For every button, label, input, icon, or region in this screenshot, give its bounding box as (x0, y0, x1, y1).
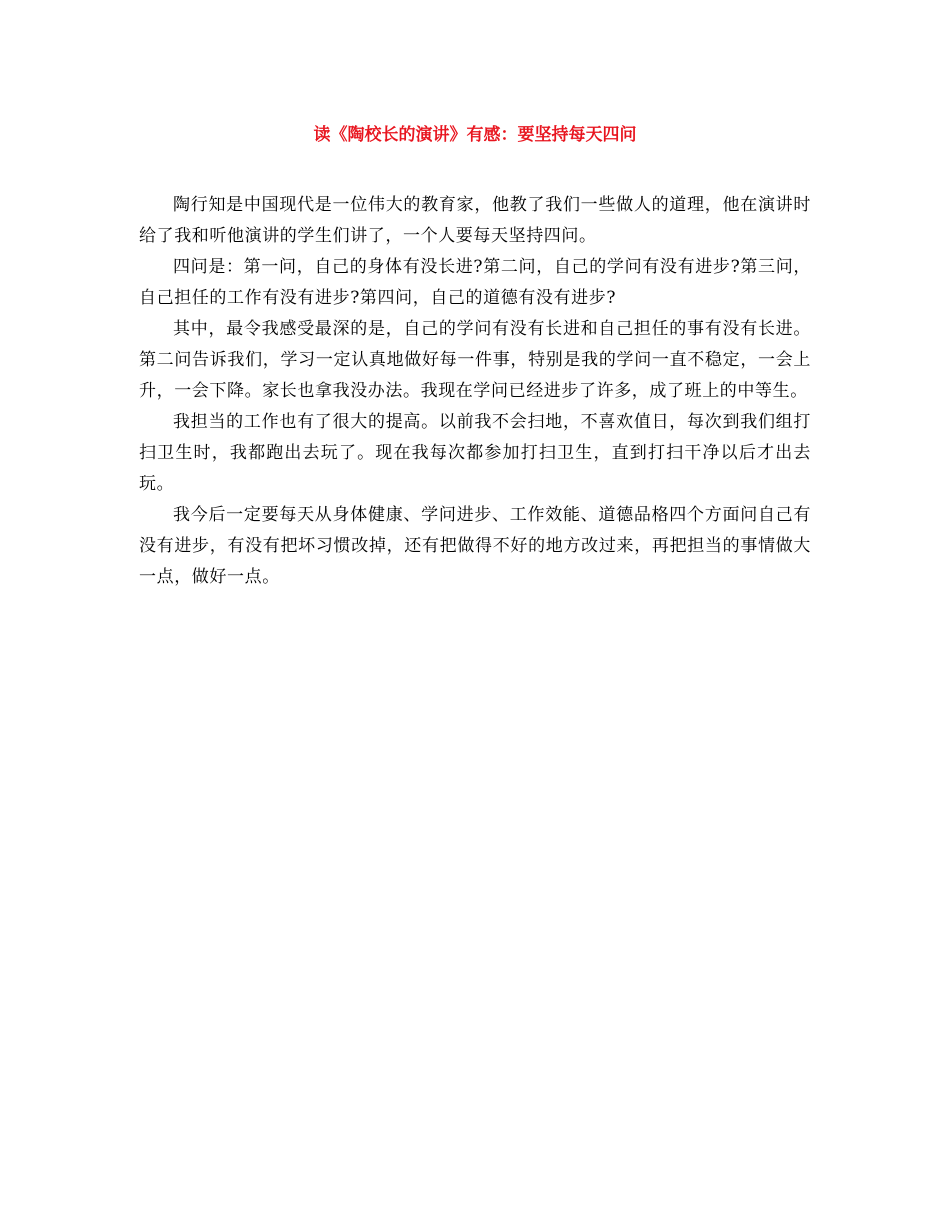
paragraph: 我担当的工作也有了很大的提高。以前我不会扫地，不喜欢值日，每次到我们组打扫卫生时，我都跑出去玩了。现在我每次都参加打扫卫生，直到打扫干净以后才出去玩。 (139, 412, 811, 494)
document-body (139, 190, 811, 593)
paragraph: 四问是：第一问，自己的身体有没长进?第二问，自己的学问有没有进步?第三问，自己担任的工作有没有进步?第四问，自己的道德有没有进步? (139, 257, 811, 308)
paragraph: 陶行知是中国现代是一位伟大的教育家，他教了我们一些做人的道理，他在演讲时给了我和听他演讲的学生们讲了，一个人要每天坚持四问。 (139, 195, 811, 246)
paragraph: 其中，最令我感受最深的是，自己的学问有没有长进和自己担任的事有没有长进。第二问告诉我们，学习一定认真地做好每一件事，特别是我的学问一直不稳定，一会上升，一会下降。家长也拿我没办法。我现在学问已经进步了许多，成了班上的中等生。 (139, 319, 811, 401)
document-title: 读《陶校长的演讲》有感：要坚持每天四问 (313, 125, 637, 145)
paragraph: 我今后一定要每天从身体健康、学问进步、工作效能、道德品格四个方面问自己有没有进步，有没有把坏习惯改掉，还有把做得不好的地方改过来，再把担当的事情做大一点，做好一点。 (139, 505, 811, 587)
